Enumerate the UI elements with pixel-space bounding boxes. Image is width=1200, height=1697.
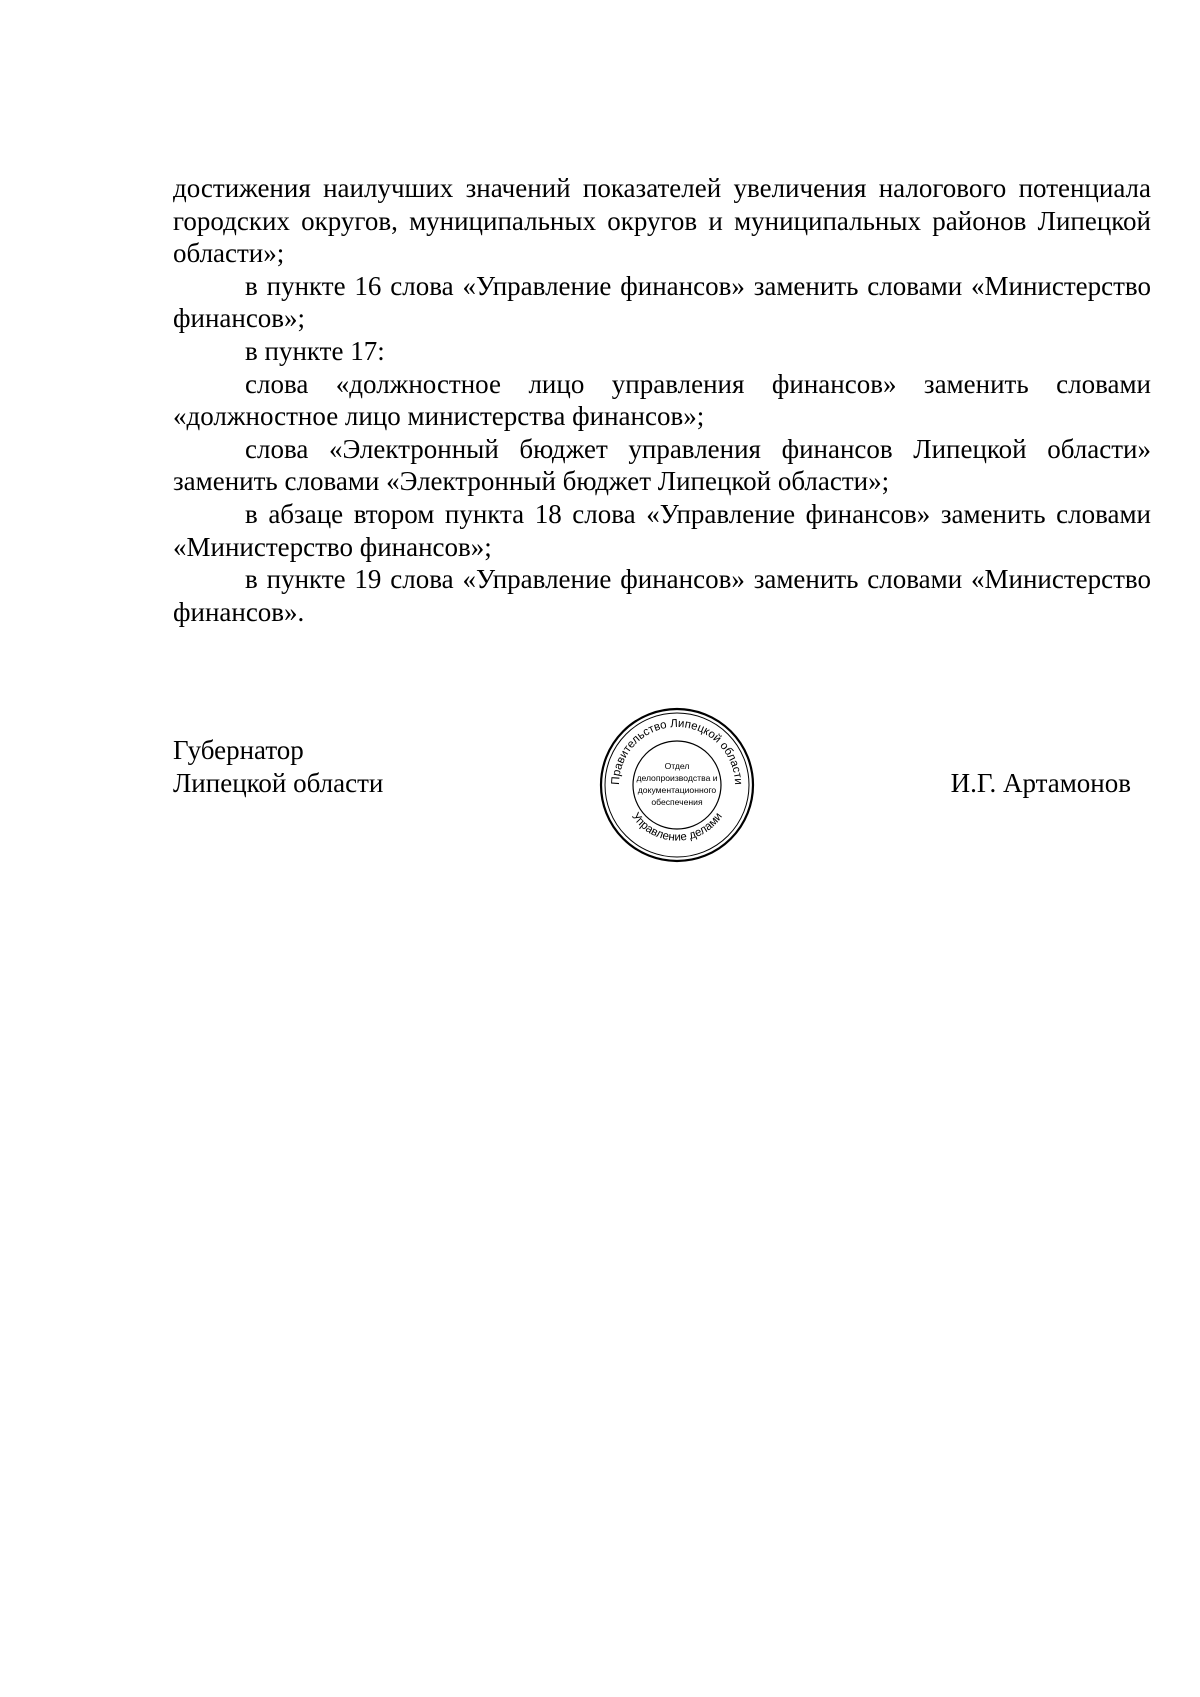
stamp-center-line4: обеспечения [651,797,703,807]
paragraph-item-17: в пункте 17: [245,335,385,366]
stamp-center-line2: делопроизводства и [636,773,718,783]
paragraph-item-17-budget: слова «Электронный бюджет управления финансов Липецкой области» заменить словами «Электронный бюджет Липецкой области»; [173,433,1151,497]
official-stamp [597,705,757,865]
paragraph-item-16: в пункте 16 слова «Управление финансов» заменить словами «Министерство финансов»; [173,270,1151,334]
stamp-ring-top-text: Правительство Липецкой области [609,717,745,786]
stamp-seal [597,705,757,865]
paragraph-item-19: в пункте 19 слова «Управление финансов» заменить словами «Министерство финансов». [173,564,1151,627]
signatory-title [173,734,383,799]
signatory-title-line1: Губернатор [173,735,304,765]
stamp-center-line3: документационного [637,785,717,795]
stamp-center-line1: Отдел [664,761,690,771]
paragraph-item-18: в абзаце втором пункта 18 слова «Управление финансов» заменить словами «Министерство финансов»; [173,498,1151,562]
stamp-ring-bottom-text: Управление делами [629,810,725,844]
paragraph-continuation: достижения наилучших значений показателей увеличения налогового потенциала городских округов, муниципальных округов и муниципальных районов Липецкой области»; [173,173,1151,269]
paragraph-item-17-official: слова «должностное лицо управления финансов» заменить словами «должностное лицо министерства финансов»; [173,368,1151,432]
document-body [173,172,1151,628]
signatory-title-line2: Липецкой области [173,767,384,798]
signatory-name: И.Г. Артамонов [950,767,1131,798]
